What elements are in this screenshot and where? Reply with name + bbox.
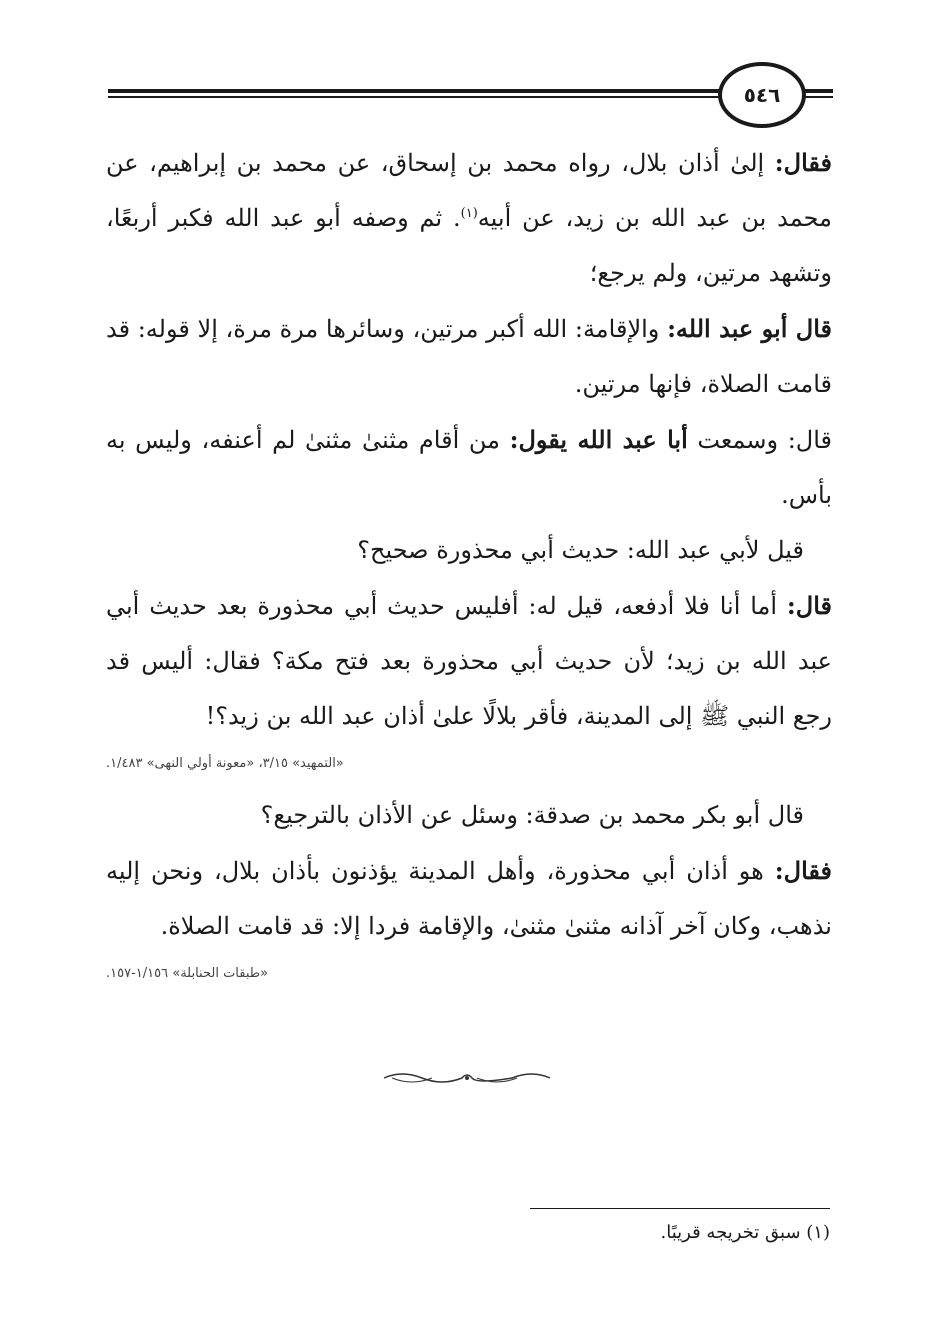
paragraph-text: قال أبو بكر محمد بن صدقة: وسئل عن الأذان بالترجيع؟ bbox=[260, 801, 804, 829]
paragraph-text: أما أنا فلا أدفعه، قيل له: أفليس حديث أبي محذورة بعد حديث أبي عبد الله بن زيد؛ لأن حديث أبي محذورة بعد فتح مكة؟ فقال: أليس قد رجع النبي ﷺ إلى المدينة، فأقر بلالًا علىٰ أذان عبد الله بن زيد؟! bbox=[106, 592, 833, 730]
footnote-separator bbox=[530, 1208, 830, 1209]
footnote-text: سبق تخريجه قريبًا. bbox=[660, 1222, 801, 1243]
paragraph bbox=[106, 135, 832, 301]
paragraph-text: هو أذان أبي محذورة، وأهل المدينة يؤذنون بأذان بلال، ونحن إليه نذهب، وكان آخر آذانه مثنىٰ مثنىٰ، والإقامة فردا إلا: قد قامت الصلاة. bbox=[106, 857, 832, 940]
paragraph-text: إلىٰ أذان بلال، رواه محمد بن إسحاق، عن محمد بن إبراهيم، عن محمد بن عبد الله بن زيد، عن أبيه bbox=[106, 149, 832, 232]
source-citation: «التمهيد» ٣/١٥، «معونة أولي النهى» ١/٤٨٣. bbox=[106, 756, 344, 771]
header-rule bbox=[108, 89, 723, 93]
speaker-label: فقال: bbox=[774, 856, 832, 885]
main-text bbox=[106, 135, 832, 998]
paragraph-text: قال: وسمعت bbox=[687, 426, 833, 454]
speaker-label: قال: bbox=[786, 591, 832, 620]
footnote-number: (١) bbox=[806, 1222, 830, 1243]
paragraph bbox=[106, 788, 832, 843]
paragraph bbox=[106, 578, 832, 744]
paragraph-text: قيل لأبي عبد الله: حديث أبي محذورة صحيح؟ bbox=[357, 536, 804, 564]
paragraph bbox=[106, 301, 832, 412]
paragraph-text: من أقام مثنىٰ مثنىٰ لم أعنفه، وليس به بأس. bbox=[106, 426, 832, 509]
speaker-label: قال أبو عبد الله: bbox=[667, 314, 832, 343]
paragraph bbox=[106, 412, 832, 523]
footnote bbox=[530, 1222, 830, 1243]
footnote-ref[interactable]: (١) bbox=[460, 206, 478, 221]
paragraph bbox=[106, 843, 832, 954]
speaker-label: فقال: bbox=[774, 148, 832, 177]
source-citation: «طبقات الحنابلة» ١/١٥٦-١٥٧. bbox=[106, 966, 269, 981]
page-number: ٥٤٦ bbox=[718, 62, 806, 128]
paragraph-text: . ثم وصفه أبو عبد الله فكبر أربعًا، وتشهد مرتين، ولم يرجع؛ bbox=[106, 204, 832, 287]
paragraph-text: والإقامة: الله أكبر مرتين، وسائرها مرة مرة، إلا قوله: قد قامت الصلاة، فإنها مرتين. bbox=[106, 315, 832, 398]
speaker-label: أبا عبد الله يقول: bbox=[509, 425, 688, 454]
ornament-divider-icon bbox=[382, 1068, 552, 1088]
header-rule-thin bbox=[108, 96, 723, 98]
paragraph bbox=[106, 523, 832, 578]
